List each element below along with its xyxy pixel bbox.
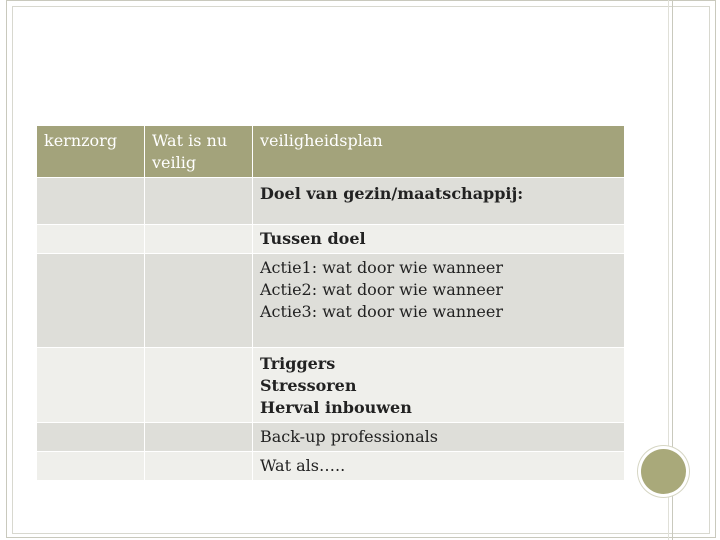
header-wat-is-nu-veilig: Wat is nu veilig (145, 126, 253, 178)
table-cell (37, 225, 145, 254)
table-cell (145, 423, 253, 452)
decorative-circle (641, 449, 686, 494)
trigger-line: Triggers (260, 354, 336, 373)
row-intermediate-goal: Tussen doel (253, 225, 625, 254)
table-row (37, 452, 625, 481)
table-cell (145, 348, 253, 423)
table-row (37, 178, 625, 225)
row-actions (253, 254, 625, 348)
row-backup: Back-up professionals (253, 423, 625, 452)
action-line: Actie3: wat door wie wanneer (260, 302, 503, 321)
table-cell (145, 452, 253, 481)
table-cell (37, 423, 145, 452)
action-line: Actie1: wat door wie wanneer (260, 258, 503, 277)
table-header-row (37, 126, 625, 178)
row-triggers (253, 348, 625, 423)
table-row (37, 348, 625, 423)
action-line: Actie2: wat door wie wanneer (260, 280, 503, 299)
trigger-line: Stressoren (260, 376, 357, 395)
trigger-line: Herval inbouwen (260, 398, 412, 417)
table-row (37, 254, 625, 348)
table-cell (37, 348, 145, 423)
table-row (37, 225, 625, 254)
table-cell (145, 178, 253, 225)
table-cell (145, 254, 253, 348)
table-cell (145, 225, 253, 254)
table-row (37, 423, 625, 452)
row-what-if: Wat als….. (253, 452, 625, 481)
header-veiligheidsplan: veiligheidsplan (253, 126, 625, 178)
table-cell (37, 452, 145, 481)
row-goal: Doel van gezin/maatschappij: (253, 178, 625, 225)
header-kernzorg: kernzorg (37, 126, 145, 178)
table-cell (37, 178, 145, 225)
table-cell (37, 254, 145, 348)
safety-plan-table (36, 125, 625, 481)
